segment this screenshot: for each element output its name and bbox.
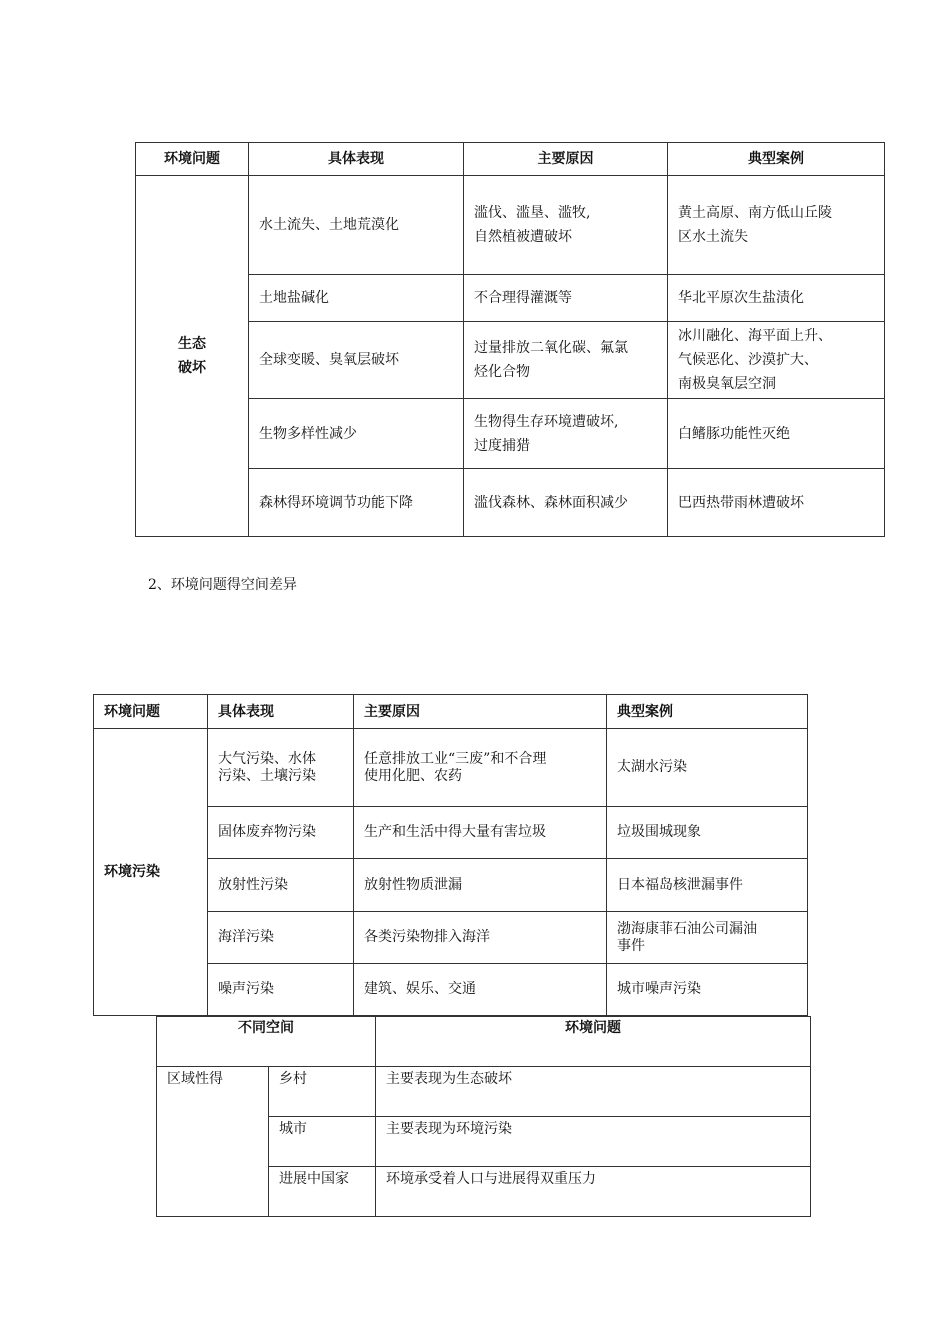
- cause-cell: 各类污染物排入海洋: [354, 912, 607, 964]
- performance-cell: 生物多样性减少: [249, 399, 464, 469]
- performance-cell: 水土流失、土地荒漠化: [249, 176, 464, 275]
- table-row: [94, 729, 808, 807]
- table-header-row: [157, 1017, 811, 1067]
- case-cell: 太湖水污染: [607, 729, 808, 807]
- problem-cell: 主要表现为生态破坏: [376, 1067, 811, 1117]
- performance-cell: 噪声污染: [208, 964, 354, 1016]
- cause-cell: 生物得生存环境遭破坏, 过度捕猎: [464, 399, 668, 469]
- section-title: 2、环境问题得空间差异: [148, 577, 297, 593]
- space-cell: 进展中国家: [269, 1167, 376, 1217]
- header-space: 不同空间: [157, 1017, 376, 1067]
- spatial-difference-table: [156, 1016, 811, 1217]
- case-cell: 冰川融化、海平面上升、 气候恶化、沙漠扩大、 南极臭氧层空洞: [668, 322, 885, 399]
- ecological-damage-table: [135, 142, 885, 537]
- case-cell: 城市噪声污染: [607, 964, 808, 1016]
- space-cell: 乡村: [269, 1067, 376, 1117]
- case-cell: 白鳍豚功能性灭绝: [668, 399, 885, 469]
- performance-cell: 海洋污染: [208, 912, 354, 964]
- problem-cell: 主要表现为环境污染: [376, 1117, 811, 1167]
- header-performance: 具体表现: [208, 695, 354, 729]
- table-row: [157, 1067, 811, 1117]
- case-cell: 黄土高原、南方低山丘陵 区水土流失: [668, 176, 885, 275]
- cause-cell: 放射性物质泄漏: [354, 859, 607, 912]
- header-case: 典型案例: [668, 143, 885, 176]
- table-row: [136, 322, 885, 399]
- table-row: [136, 275, 885, 322]
- cause-cell: 任意排放工业“三废”和不合理 使用化肥、农药: [354, 729, 607, 807]
- header-problem: 环境问题: [376, 1017, 811, 1067]
- case-cell: 巴西热带雨林遭破坏: [668, 469, 885, 537]
- performance-cell: 土地盐碱化: [249, 275, 464, 322]
- performance-cell: 放射性污染: [208, 859, 354, 912]
- performance-cell: 森林得环境调节功能下降: [249, 469, 464, 537]
- cause-cell: 过量排放二氧化碳、氟氯 烃化合物: [464, 322, 668, 399]
- category-line-2: 破坏: [178, 360, 206, 376]
- table-header-row: [136, 143, 885, 176]
- problem-cell: 环境承受着人口与进展得双重压力: [376, 1167, 811, 1217]
- header-problem: 环境问题: [136, 143, 249, 176]
- header-performance: 具体表现: [249, 143, 464, 176]
- case-cell: 华北平原次生盐渍化: [668, 275, 885, 322]
- table-header-row: [94, 695, 808, 729]
- category-cell: 环境污染: [94, 729, 208, 1016]
- header-problem: 环境问题: [94, 695, 208, 729]
- performance-cell: 固体废弃物污染: [208, 807, 354, 859]
- case-cell: 日本福岛核泄漏事件: [607, 859, 808, 912]
- performance-cell: 全球变暖、臭氧层破坏: [249, 322, 464, 399]
- case-cell: 渤海康菲石油公司漏油 事件: [607, 912, 808, 964]
- category-line-1: 生态: [178, 336, 206, 352]
- cause-cell: 建筑、娱乐、交通: [354, 964, 607, 1016]
- cause-cell: 不合理得灌溉等: [464, 275, 668, 322]
- cause-cell: 滥伐森林、森林面积减少: [464, 469, 668, 537]
- header-cause: 主要原因: [354, 695, 607, 729]
- group-cell: 区域性得: [157, 1067, 269, 1217]
- performance-cell: 大气污染、水体 污染、土壤污染: [208, 729, 354, 807]
- table-row: [136, 399, 885, 469]
- table-row: [136, 176, 885, 275]
- header-cause: 主要原因: [464, 143, 668, 176]
- pollution-table: [93, 694, 808, 1016]
- header-case: 典型案例: [607, 695, 808, 729]
- table-row: [136, 469, 885, 537]
- cause-cell: 生产和生活中得大量有害垃圾: [354, 807, 607, 859]
- category-cell: [136, 176, 249, 537]
- space-cell: 城市: [269, 1117, 376, 1167]
- cause-cell: 滥伐、滥垦、滥牧, 自然植被遭破坏: [464, 176, 668, 275]
- case-cell: 垃圾围城现象: [607, 807, 808, 859]
